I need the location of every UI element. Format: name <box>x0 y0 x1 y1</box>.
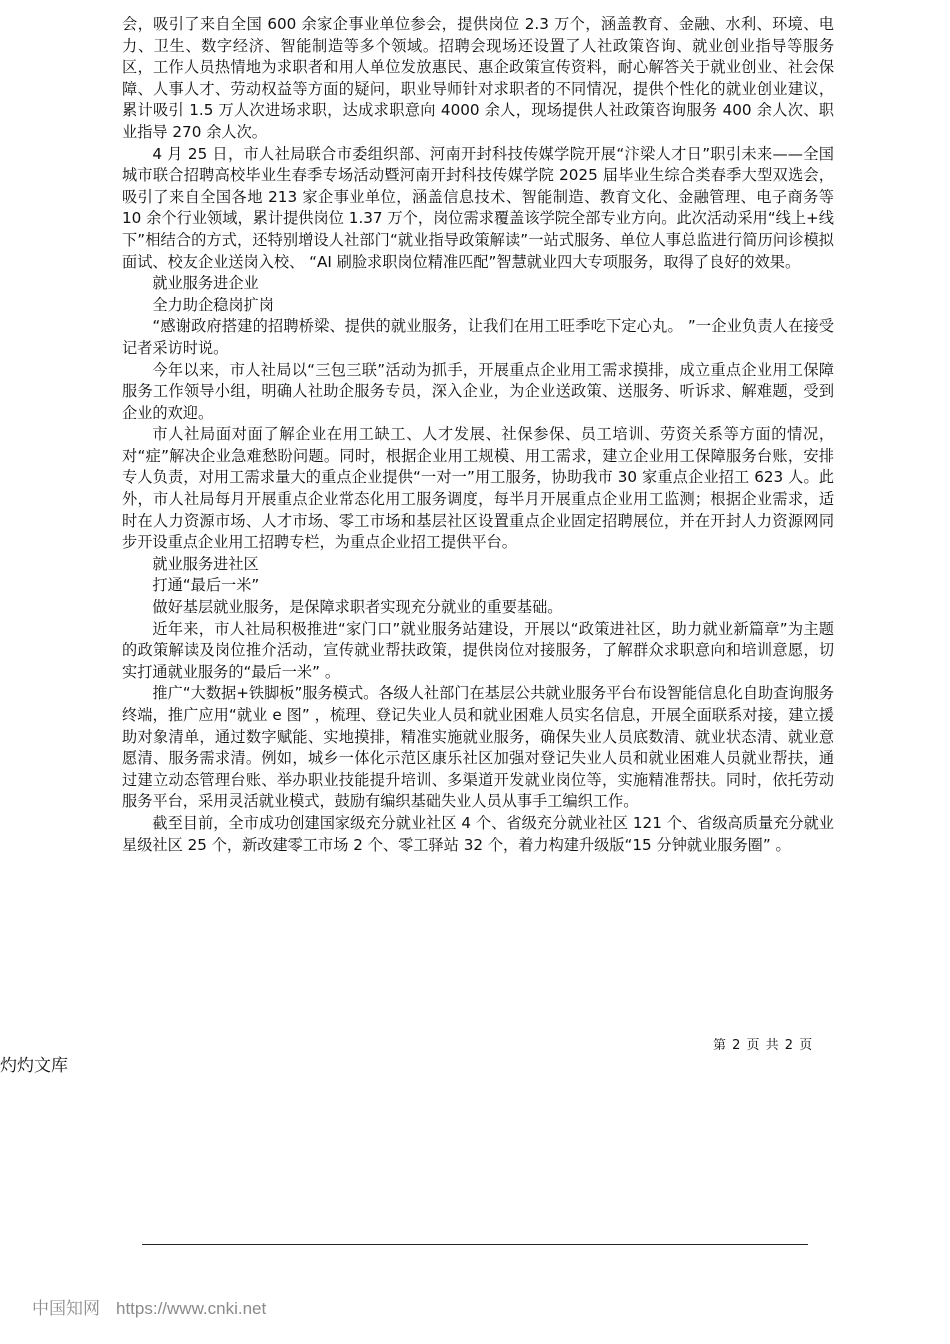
footer <box>32 1294 266 1319</box>
footer-url-link[interactable]: https://www.cnki.net <box>116 1299 267 1318</box>
paragraph: 4 月 25 日，市人社局联合市委组织部、河南开封科技传媒学院开展“汴梁人才日”职引未来——全国城市联合招聘高校毕业生春季专场活动暨河南开封科技传媒学院 2025 届毕业生综合类春季大型双选会，吸引了来自全国各地 213 家企事业单位，涵盖信息技术、智能制造、教育文化、金融管理、电子商务等 10 余个行业领域，累计提供岗位 1.37 万个，岗位需求覆盖该学院全部专业方向。此次活动采用“线上+线下”相结合的方式，还特别增设人社部门“就业指导政策解读”一站式服务、单位人事总监进行简历问诊模拟面试、校友企业送岗入校、 “AI 刷脸求职岗位精准匹配”智慧就业四大专项服务，取得了良好的效果。 <box>122 144 834 271</box>
paragraph: 近年来，市人社局积极推进“家门口”就业服务站建设，开展以“政策进社区，助力就业新篇章”为主题的政策解读及岗位推介活动，宣传就业帮扶政策，提供岗位对接服务，了解群众求职意向和培训意愿，切实打通就业服务的“最后一米” 。 <box>122 619 834 681</box>
footer-site-name: 中国知网 <box>32 1299 100 1318</box>
paragraph: 市人社局面对面了解企业在用工缺工、人才发展、社保参保、员工培训、劳资关系等方面的情况，对“症”解决企业急难愁盼问题。同时，根据企业用工规模、用工需求，建立企业用工保障服务台账，安排专人负责，对用工需求量大的重点企业提供“一对一”用工服务，协助我市 30 家重点企业招工 623 人。此外，市人社局每月开展重点企业常态化用工服务调度，每半月开展重点企业用工监测；根据企业需求，适时在人力资源市场、人才市场、零工市场和基层社区设置重点企业固定招聘展位，并在开封人力资源网同步开设重点企业用工招聘专栏，为重点企业招工提供平台。 <box>122 425 834 552</box>
paragraph: 今年以来，市人社局以“三包三联”活动为抓手，开展重点企业用工需求摸排，成立重点企业用工保障服务工作领导小组，明确人社助企服务专员，深入企业，为企业送政策、送服务、听诉求、解难题，受到企业的欢迎。 <box>122 360 834 422</box>
section-subheading: 打通“最后一米” <box>152 576 260 595</box>
section-heading: 就业服务进企业 <box>152 274 259 293</box>
paragraph: 会，吸引了来自全国 600 余家企事业单位参会，提供岗位 2.3 万个，涵盖教育、金融、水利、环境、电力、卫生、数字经济、智能制造等多个领域。招聘会现场还设置了人社政策咨询、就业创业指导等服务区，工作人员热情地为求职者和用人单位发放惠民、惠企政策宣传资料，耐心解答关于就业创业、社会保障、人事人才、劳动权益等方面的疑问，职业导师针对求职者的不同情况，提供个性化的就业创业建议，累计吸引 1.5 万人次进场求职，达成求职意向 4000 余人，现场提供人社政策咨询服务 400 余人次、职业指导 270 余人次。 <box>122 15 834 141</box>
page-number: 第 2 页 共 2 页 <box>713 1038 814 1053</box>
paragraph: 做好基层就业服务，是保障求职者实现充分就业的重要基础。 <box>152 598 563 617</box>
footer-divider <box>142 1244 808 1245</box>
paragraph: 推广“大数据+铁脚板”服务模式。各级人社部门在基层公共就业服务平台布设智能信息化自助查询服务终端，推广应用“就业 e 图” ，梳理、登记失业人员和就业困难人员实名信息，开展全面联系对接，建立援助对象清单，通过数字赋能、实地摸排，精准实施就业服务，确保失业人员底数清、就业状态清、就业意愿清、服务需求清。例如，城乡一体化示范区康乐社区加强对登记失业人员和就业困难人员就业帮扶，通过建立动态管理台账、举办职业技能提升培训、多渠道开发就业岗位等，实施精准帮扶。同时，依托劳动服务平台，采用灵活就业模式，鼓励有编织基础失业人员从事手工编织工作。 <box>122 684 834 811</box>
paragraph: 截至目前，全市成功创建国家级充分就业社区 4 个、省级充分就业社区 121 个、省级高质量充分就业星级社区 25 个，新改建零工市场 2 个、零工驿站 32 个，着力构建升级版“15 分钟就业服务圈” 。 <box>122 813 834 854</box>
section-heading: 就业服务进社区 <box>152 554 259 573</box>
watermark-brand: 灼灼文库 <box>0 1056 68 1076</box>
section-subheading: 全力助企稳岗扩岗 <box>152 295 274 314</box>
paragraph: “感谢政府搭建的招聘桥梁、提供的就业服务，让我们在用工旺季吃下定心丸。 ”一企业负责人在接受记者采访时说。 <box>122 317 834 357</box>
document-body <box>122 14 834 856</box>
